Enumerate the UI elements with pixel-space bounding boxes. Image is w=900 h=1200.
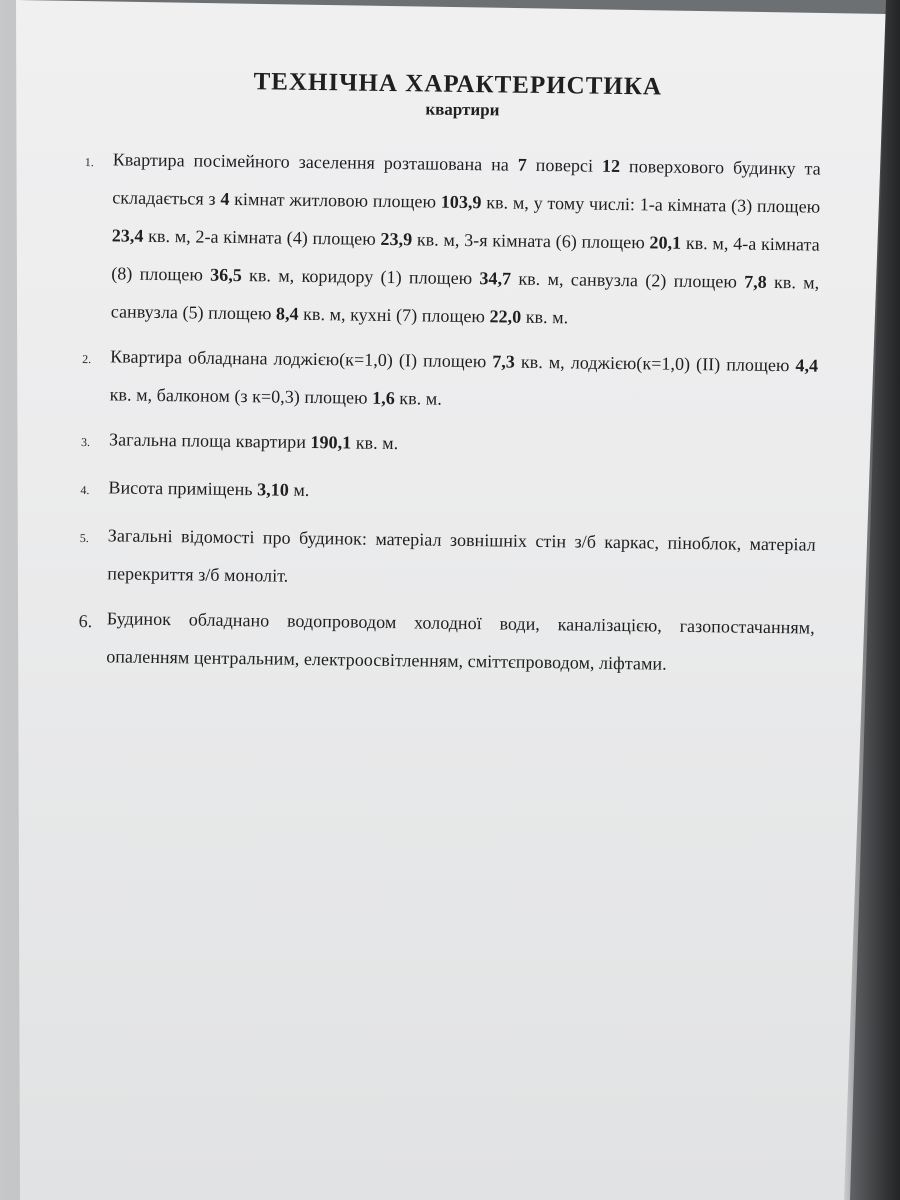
item-number-value: 22,0 (489, 306, 522, 328)
item-number-value: 190,1 (310, 432, 352, 453)
item-text-segment: Квартира обладнана лоджією(к=1,0) (I) площею (110, 346, 493, 372)
item-number-value: 103,9 (440, 192, 482, 213)
item-number-value: 4 (220, 189, 230, 210)
list-item (79, 516, 816, 602)
item-text-segment: Квартира посімейного заселення розташована на (112, 149, 518, 176)
item-text-segment: кв. м, кухні (7) площею (298, 304, 490, 327)
item-text-segment: кв. м. (521, 307, 569, 328)
item-text-segment: кв. м. (394, 388, 442, 410)
item-text-segment: поверхового будинку та складається з (112, 156, 821, 210)
item-text-segment: кв. м, коридору (1) площею (241, 265, 480, 289)
item-number: 2. (82, 352, 92, 367)
item-number: 5. (79, 531, 89, 546)
item-text-segment: Будинок обладнано водопроводом холодної води, каналізацією, газопостачанням, опаленням центральним, електроосвітленням, сміттєпроводом, ліфтами. (106, 608, 815, 675)
item-number: 1. (84, 155, 94, 170)
item-text-segment: кв. м, санвузла (5) площею (110, 272, 820, 324)
item-text-segment: поверсі (526, 155, 603, 177)
item-number: 3. (80, 435, 91, 450)
item-text (111, 141, 821, 340)
list-item (81, 420, 817, 471)
item-text (109, 338, 818, 423)
item-text-segment: кв. м, 3-я кімната (6) площею (412, 229, 650, 253)
item-number-value: 7,3 (492, 351, 516, 373)
item-number: 6. (78, 611, 93, 632)
item-text-segment: кв. м, санвузла (2) площею (511, 269, 745, 293)
item-number-value: 23,9 (380, 229, 413, 250)
item-text-segment: кв. м, лоджією(к=1,0) (II) площею (514, 352, 796, 376)
item-text-segment: кімнат житловою площею (229, 189, 441, 213)
characteristics-list (78, 140, 821, 685)
item-number-value: 23,4 (111, 225, 144, 247)
item-text-segment: кв. м, балконом (з к=0,3) площею (109, 384, 373, 409)
item-text-segment: м. (288, 480, 310, 501)
item-text-segment: кв. м. (351, 432, 399, 454)
item-text-segment: кв. м, 2-а кімната (4) площею (143, 226, 381, 250)
item-number-value: 7 (517, 155, 527, 176)
list-item (78, 599, 815, 685)
item-number-value: 4,4 (795, 355, 819, 377)
item-text-segment: кв. м, 4-а кімната (8) площею (111, 233, 820, 286)
item-text (107, 517, 816, 602)
item-number: 4. (80, 483, 90, 498)
document-content (78, 66, 822, 692)
item-number-value: 34,7 (479, 268, 512, 290)
list-item (81, 337, 818, 423)
document-subtitle: квартири (425, 99, 500, 120)
item-number-value: 8,4 (275, 303, 299, 325)
item-number-value: 3,10 (257, 479, 289, 501)
item-text-segment: кв. м, у тому числі: 1-а кімната (3) площею (481, 192, 821, 218)
list-item (83, 140, 821, 340)
item-number-value: 7,8 (744, 272, 767, 293)
document-title: ТЕХНІЧНА ХАРАКТЕРИСТИКА (253, 68, 663, 101)
item-text (108, 469, 816, 516)
item-number-value: 36,5 (210, 265, 242, 286)
item-text-segment: Загальна площа квартири (108, 429, 311, 453)
item-text (106, 600, 815, 685)
item-number-value: 12 (601, 156, 621, 177)
item-number-value: 1,6 (372, 388, 395, 409)
item-number-value: 20,1 (649, 232, 682, 254)
item-text-segment: Загальні відомості про будинок: матеріал зовнішніх стін з/б каркас, піноблок, матеріал перекриття з/б моноліт. (107, 525, 816, 587)
list-item (80, 468, 816, 519)
item-text (109, 421, 817, 468)
item-text-segment: Висота приміщень (108, 477, 258, 500)
